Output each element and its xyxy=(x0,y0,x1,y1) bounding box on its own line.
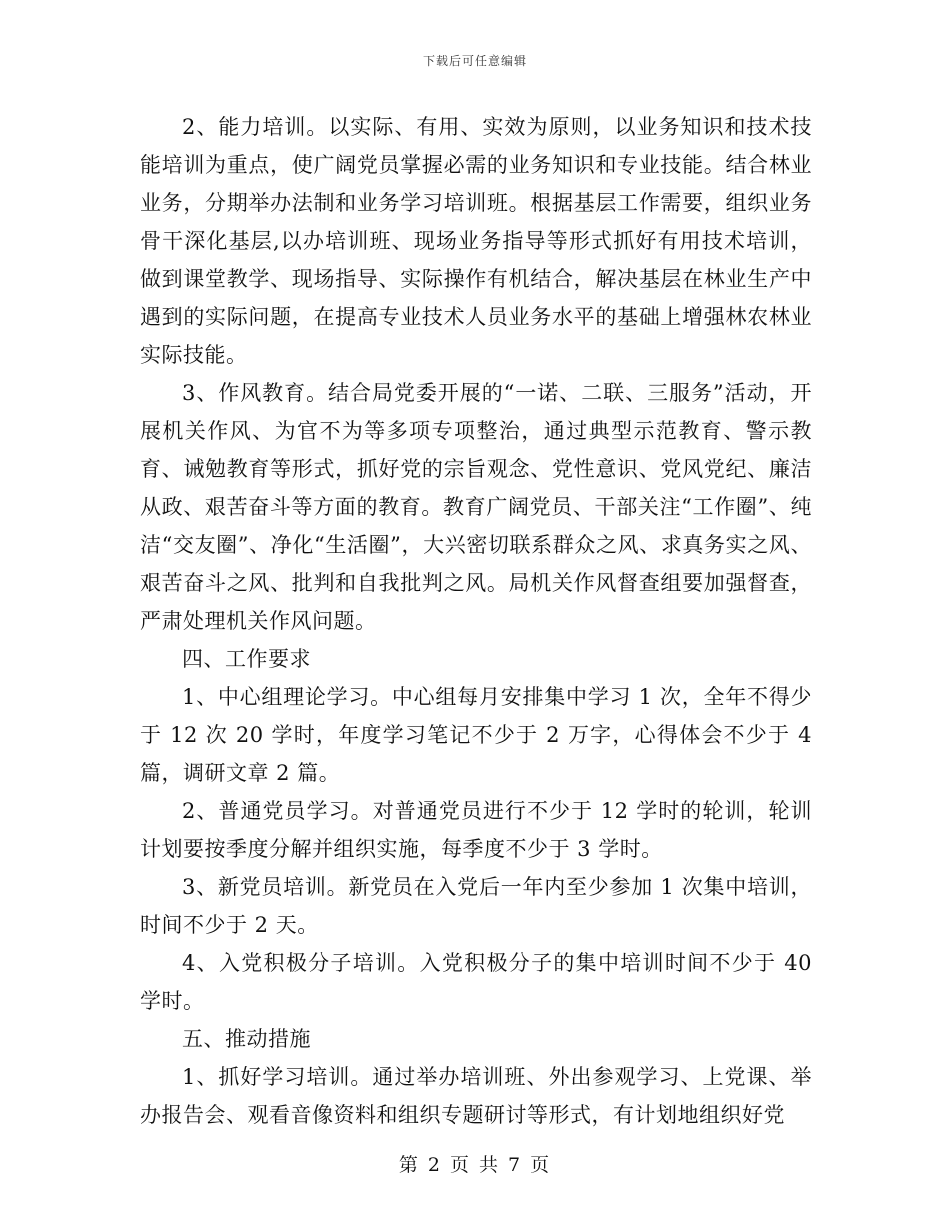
page-header-note: 下载后可任意编辑 xyxy=(422,54,527,68)
paragraph-central-group-study: 1、中心组理论学习。中心组每月安排集中学习 1 次，全年不得少于 12 次 20 学时，年度学习笔记不少于 2 万字，心得体会不少于 4 篇，调研文章 2 篇。 xyxy=(140,685,812,785)
paragraph-ordinary-member-study: 2、普通党员学习。对普通党员进行不少于 12 学时的轮训，轮训计划要按季度分解并组织实施，每季度不少于 3 学时。 xyxy=(140,799,812,861)
paragraph-ability-training: 2、能力培训。以实际、有用、实效为原则，以业务知识和技术技能培训为重点，使广阔党员掌握必需的业务知识和专业技能。结合林业业务，分期举办法制和业务学习培训班。根据基层工作需要，组织业务骨干深化基层,以办培训班、现场业务指导等形式抓好有用技术培训，做到课堂教学、现场指导、实际操作有机结合，解决基层在林业生产中遇到的实际问题，在提高专业技术人员业务水平的基础上增强林农林业实际技能。 xyxy=(140,115,812,367)
section-heading-measures: 五、推动措施 xyxy=(182,1027,311,1051)
paragraph-style-education: 3、作风教育。结合局党委开展的“一诺、二联、三服务”活动，开展机关作风、为官不为等多项专项整治，通过典型示范教育、警示教育、诫勉教育等形式，抓好党的宗旨观念、党性意识、党风党纪、廉洁从政、艰苦奋斗等方面的教育。教育广阔党员、干部关注“工作圈”、纯洁“交友圈”、净化“生活圈”，大兴密切联系群众之风、求真务实之风、艰苦奋斗之风、批判和自我批判之风。局机关作风督查组要加强督查，严肃处理机关作风问题。 xyxy=(140,381,812,633)
paragraph-study-training: 1、抓好学习培训。通过举办培训班、外出参观学习、上党课、举办报告会、观看音像资料和组织专题研讨等形式，有计划地组织好党 xyxy=(140,1065,812,1127)
paragraph-new-member-training: 3、新党员培训。新党员在入党后一年内至少参加 1 次集中培训，时间不少于 2 天。 xyxy=(140,875,812,937)
paragraph-activist-training: 4、入党积极分子培训。入党积极分子的集中培训时间不少于 40 学时。 xyxy=(140,951,812,1013)
section-heading-work-requirements: 四、工作要求 xyxy=(182,647,311,671)
document-body xyxy=(140,108,812,1134)
page-number-footer: 第 2 页 共 7 页 xyxy=(398,1154,552,1176)
